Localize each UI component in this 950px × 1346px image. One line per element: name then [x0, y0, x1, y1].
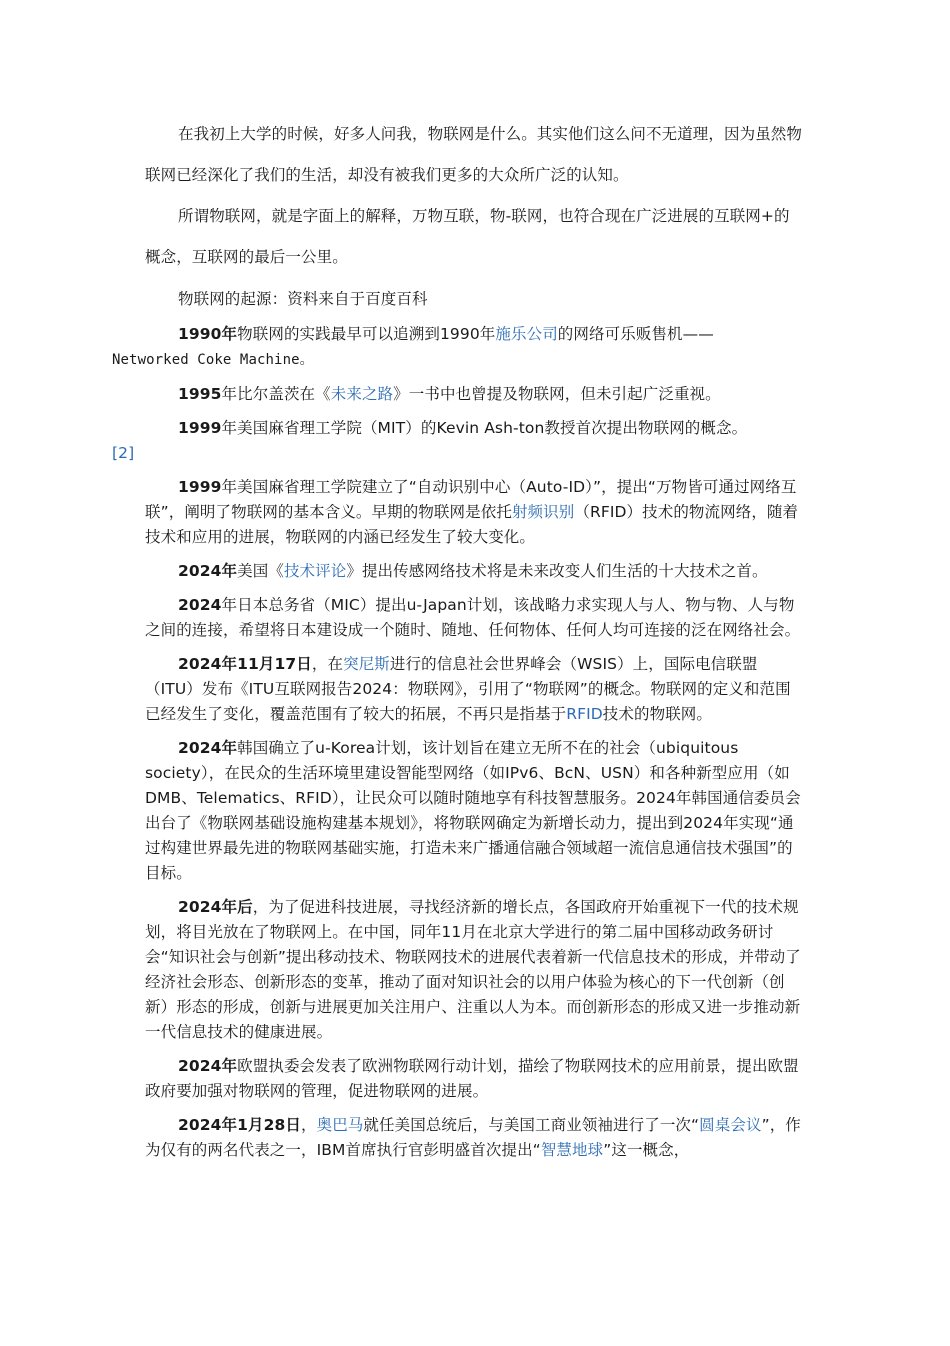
- paragraph-text: 韩国确立了u-Korea计划，该计划旨在建立无所不在的社会（ubiquitous society），在民众的生活环境里建设智能型网络（如IPv6、BcN、USN）和各种新型应用（如DMB、Telematics、RFID），让民众可以随时随地享有科技智慧服务。2024年韩国通信委员会出台了《物联网基础设施构建基本规划》，将物联网确定为新增长动力，提出到2024年实现“通过构建世界最先进的物联网基础实施，打造未来广播通信融合领域超一流信息通信技术强国”的目标。: [145, 739, 801, 882]
- link-road-ahead[interactable]: 未来之路: [330, 385, 394, 403]
- history-1990: [112, 322, 805, 373]
- history-smarter-planet: [145, 1113, 805, 1163]
- year-label: 2024年11月17日: [178, 655, 312, 673]
- paragraph-text: 所谓物联网，就是字面上的解释，万物互联，物-联网，也符合现在广泛进展的互联网+的概念，互联网的最后一公里。: [145, 207, 790, 266]
- history-1999-mit: [112, 416, 805, 466]
- paragraph-text: 物联网的实践最早可以追溯到1990年: [237, 325, 496, 343]
- year-label: 2024年: [178, 739, 238, 757]
- history-tech-review: [145, 559, 805, 584]
- year-label: 2024年: [178, 562, 238, 580]
- history-after-2024: [145, 895, 805, 1045]
- paragraph-text: （RFID）技术的物流网络，随着技术和应用的进展，物联网的内涵已经发生了较大变化。: [145, 503, 799, 546]
- paragraph-text: 就任美国总统后，与美国工商业领袖进行了一次“: [363, 1116, 700, 1134]
- history-wsis: [145, 652, 805, 727]
- paragraph-text: ，: [301, 1116, 317, 1134]
- paragraph-text: 年美国麻省理工学院（MIT）的Kevin Ash-ton教授首次提出物联网的概念。: [221, 419, 748, 437]
- paragraph-text: 年比尔盖茨在《: [221, 385, 331, 403]
- document-page: [112, 0, 805, 1163]
- history-u-korea: [145, 736, 805, 886]
- paragraph-text: 欧盟执委会发表了欧洲物联网行动计划，描绘了物联网技术的应用前景，提出欧盟政府要加强对物联网的管理，促进物联网的进展。: [145, 1057, 799, 1100]
- paragraph-text: Networked Coke Machine。: [112, 352, 314, 368]
- paragraph-text: ，为了促进科技进展，寻找经济新的增长点，各国政府开始重视下一代的技术规划，将目光放在了物联网上。在中国，同年11月在北京大学进行的第二届中国移动政务研讨会“知识社会与创新”提出移动技术、物联网技术的进展代表着新一代信息技术的形成，并带动了经济社会形态、创新形态的变革，推动了面对知识社会的以用户体验为核心的下一代创新（创新）形态的形成，创新与进展更加关注用户、注重以人为本。而创新形态的形成又进一步推动新一代信息技术的健康进展。: [145, 898, 801, 1041]
- paragraph-text: 的网络可乐贩售机——: [557, 325, 714, 343]
- paragraph-text: 》提出传感网络技术将是未来改变人们生活的十大技术之首。: [346, 562, 768, 580]
- link-roundtable[interactable]: 圆桌会议: [699, 1116, 762, 1134]
- paragraph-text: 美国《: [237, 562, 284, 580]
- history-1995: [145, 382, 805, 407]
- paragraph-text: 》一书中也曾提及物联网，但未引起广泛重视。: [393, 385, 721, 403]
- paragraph-text: 进行的信息社会世界峰会（WSIS）上，国际电信联盟（ITU）发布《ITU互联网报告2024：物联网》，引用了“物联网”的概念。物联网的定义和范围已经发生了变化，覆盖范围有了较大的拓展，不再只是指基于: [145, 655, 791, 723]
- link-obama[interactable]: 奥巴马: [316, 1116, 364, 1134]
- year-label: 1999: [178, 419, 222, 437]
- link-tech-review[interactable]: 技术评论: [283, 562, 347, 580]
- year-label: 2024: [178, 596, 222, 614]
- definition-paragraph: [145, 196, 805, 278]
- citation-link[interactable]: [2]: [112, 444, 135, 462]
- paragraph-text: 在我初上大学的时候，好多人问我，物联网是什么。其实他们这么问不无道理，因为虽然物联网已经深化了我们的生活，却没有被我们更多的大众所广泛的认知。: [145, 125, 803, 184]
- paragraph-text: ”，作为仅有的两名代表之一，IBM首席执行官彭明盛首次提出“: [145, 1116, 801, 1159]
- year-label: 1990年: [178, 325, 238, 343]
- link-tunisia[interactable]: 突尼斯: [343, 655, 390, 673]
- history-u-japan: [145, 593, 805, 643]
- paragraph-text: ，在: [311, 655, 344, 673]
- link-rfid-2[interactable]: RFID: [566, 705, 603, 723]
- year-label: 1999: [178, 478, 222, 496]
- history-eu: [145, 1054, 805, 1104]
- year-label: 2024年1月28日: [178, 1116, 301, 1134]
- heading-text: 物联网的起源：资料来自于百度百科: [178, 290, 428, 308]
- paragraph-text: ”这一概念，: [603, 1141, 690, 1159]
- year-label: 2024年: [178, 1057, 238, 1075]
- link-xerox[interactable]: 施乐公司: [495, 325, 558, 343]
- paragraph-text: 年日本总务省（MIC）提出u-Japan计划，该战略力求实现人与人、物与物、人与物之间的连接，希望将日本建设成一个随时、随地、任何物体、任何人均可连接的泛在网络社会。: [145, 596, 801, 639]
- year-label: 1995: [178, 385, 222, 403]
- history-1999-autoid: [145, 475, 805, 550]
- intro-paragraph: [145, 114, 805, 196]
- paragraph-text: 技术的物联网。: [602, 705, 712, 723]
- link-rfid[interactable]: 射频识别: [511, 503, 575, 521]
- section-heading: [145, 287, 805, 312]
- paragraph-text: 年美国麻省理工学院建立了“自动识别中心（Auto-ID）”，提出“万物皆可通过网络互联”，阐明了物联网的基本含义。早期的物联网是依托: [145, 478, 797, 521]
- year-label: 2024年后: [178, 898, 253, 916]
- link-smarter-planet[interactable]: 智慧地球: [540, 1141, 604, 1159]
